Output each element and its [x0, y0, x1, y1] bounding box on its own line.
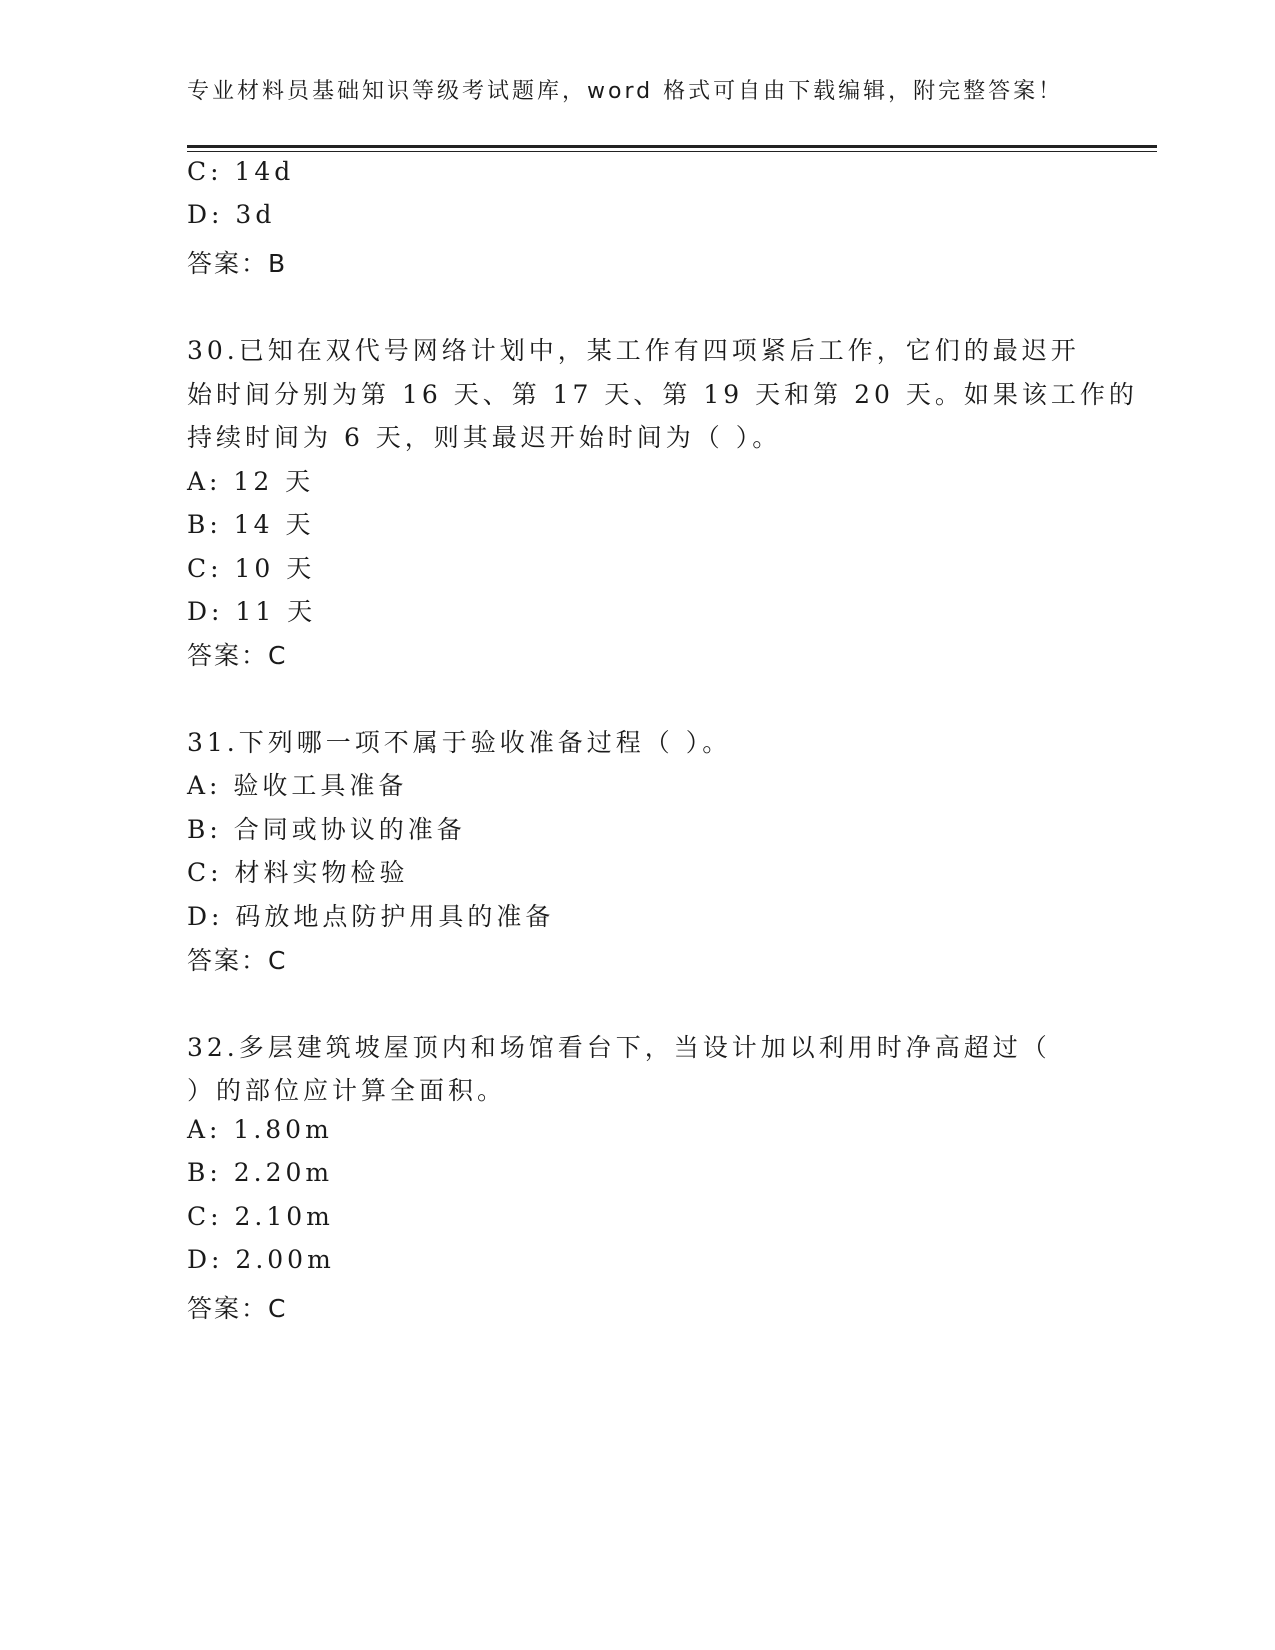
q30-text-line: 始时间分别为第 16 天、第 17 天、第 19 天和第 20 天。如果该工作的	[187, 380, 1138, 409]
q30-option-d: D: 11 天	[187, 597, 317, 626]
q31-option-a: A: 验收工具准备	[187, 771, 408, 800]
q30-text-line: 持续时间为 6 天，则其最迟开始时间为（ ）。	[187, 423, 782, 452]
q32-text-line: ）的部位应计算全面积。	[187, 1076, 507, 1105]
q32-text-line: 32.多层建筑坡屋顶内和场馆看台下，当设计加以利用时净高超过（	[187, 1033, 1051, 1062]
q30-answer: 答案：C	[187, 641, 288, 670]
q32-option-c: C: 2.10m	[187, 1202, 334, 1231]
q31-option-d: D: 码放地点防护用具的准备	[187, 902, 555, 931]
q32-answer: 答案：C	[187, 1294, 288, 1323]
q31-answer: 答案：C	[187, 946, 288, 975]
q30-option-a: A: 12 天	[187, 467, 315, 496]
q32-option-b: B: 2.20m	[187, 1158, 334, 1187]
prev-option-d: D: 3d	[187, 200, 276, 229]
q31-option-b: B: 合同或协议的准备	[187, 815, 466, 844]
q30-option-b: B: 14 天	[187, 510, 315, 539]
q30-option-c: C: 10 天	[187, 554, 316, 583]
q30-text-line: 30.已知在双代号网络计划中，某工作有四项紧后工作，它们的最迟开	[187, 336, 1080, 365]
q31-option-c: C: 材料实物检验	[187, 858, 409, 887]
header-rule-thin	[187, 151, 1157, 152]
prev-option-c: C: 14d	[187, 157, 295, 186]
page-header: 专业材料员基础知识等级考试题库，word 格式可自由下载编辑，附完整答案！	[187, 79, 1064, 104]
q31-text-line: 31.下列哪一项不属于验收准备过程（ ）。	[187, 728, 732, 757]
q32-option-a: A: 1.80m	[187, 1115, 333, 1144]
q32-option-d: D: 2.00m	[187, 1245, 335, 1274]
prev-answer: 答案：B	[187, 249, 288, 278]
header-rule-thick	[187, 145, 1157, 148]
